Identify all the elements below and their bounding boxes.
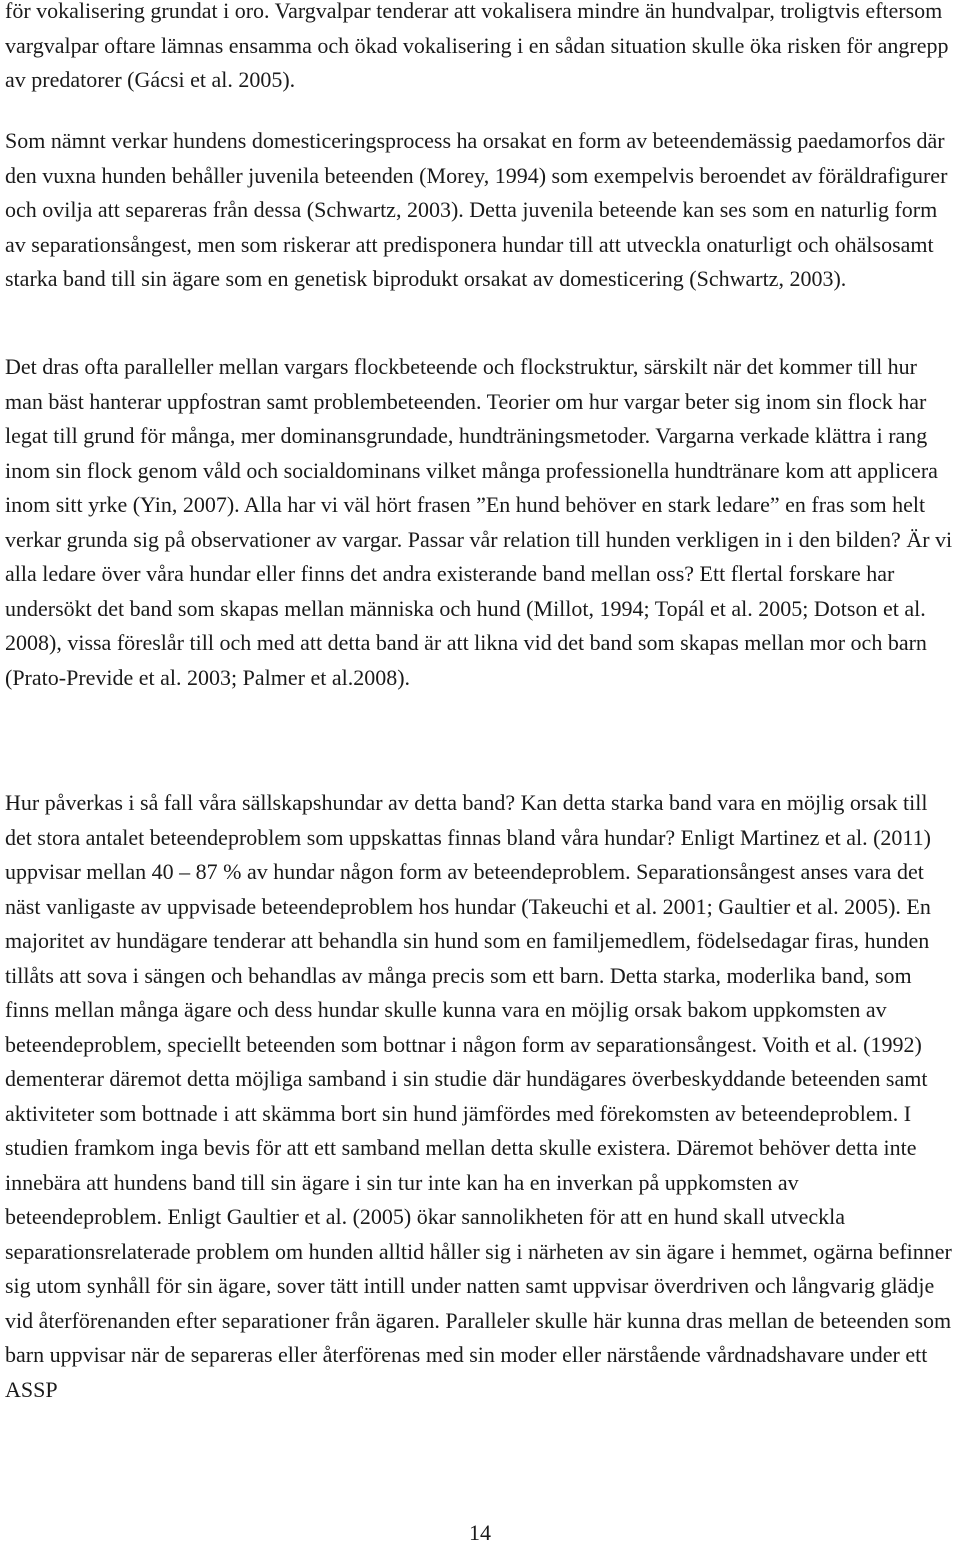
paragraph-behavior-problems: Hur påverkas i så fall våra sällskapshundar av detta band? Kan detta starka band vara en möjlig orsak till det stora antalet beteendeproblem som uppskattas finnas bland våra hundar? Enligt Martinez et al. (2011) uppvisar mellan 40 – 87 % av hundar någon form av beteendeproblem. Separationsångest anses vara det näst vanligaste av uppvisade beteendeproblem hos hundar (Takeuchi et al. 2001; Gaultier et al. 2005). En majoritet av hundägare tenderar att behandla sin hund som en familjemedlem, födelsedagar firas, hunden tillåts att sova i sängen och behandlas av många precis som ett barn. Detta starka, moderlika band, som finns mellan många ägare och dess hundar skulle kunna vara en möjlig orsak bakom uppkomsten av beteendeproblem, speciellt beteenden som bottnar i någon form av separationsångest. Voith et al. (1992) dementerar däremot detta möjliga samband i sin studie där hundägares överbeskyddande beteenden samt aktiviteter som bottnade i att skämma bort sin hund jämfördes med förekomsten av beteendeproblem. I studien framkom inga bevis för att ett samband mellan detta skulle existera. Däremot behöver detta inte innebära att hundens band till sin ägare i sin tur inte kan ha en inverkan på uppkomsten av beteendeproblem. Enligt Gaultier et al. (2005) ökar sannolikheten för att en hund skall utveckla separationsrelaterade problem om hunden alltid håller sig i närheten av sin ägare i hemmet, ogärna befinner sig utom synhåll för sin ägare, sover tätt intill under natten samt uppvisar överdriven och långvarig glädje vid återförenanden efter separationer från ägaren. Paralleler skulle här kunna dras mellan de beteenden som barn uppvisar när de separeras eller återförenas med sin moder eller närstående vårdnadshavare under ett ASSP xyxy=(5,790,952,1402)
paragraph-vocalization: för vokalisering grundat i oro. Vargvalpar tenderar att vokalisera mindre än hundvalpar, troligtvis eftersom vargvalpar oftare lämnas ensamma och ökad vokalisering i en sådan situation skulle öka risken för angrepp av predatorer (Gácsi et al. 2005). xyxy=(5,0,949,92)
paragraph-domestication: Som nämnt verkar hundens domesticeringsprocess ha orsakat en form av beteendemässig paedamorfos där den vuxna hunden behåller juvenila beteenden (Morey, 1994) som exempelvis beroendet av föräldrafigurer och ovilja att separeras från dessa (Schwartz, 2003). Detta juvenila beteende kan ses som en naturlig form av separationsångest, men som riskerar att predisponera hundar till att utveckla onaturligt och ohälsosamt starka band till sin ägare som en genetisk biprodukt orsakat av domesticering (Schwartz, 2003). xyxy=(5,128,948,291)
page-number: 14 xyxy=(469,1520,491,1545)
paragraph-pack-behavior: Det dras ofta paralleller mellan vargars flockbeteende och flockstruktur, särskilt när det kommer till hur man bäst hanterar uppfostran samt problembeteenden. Teorier om hur vargar beter sig inom sin flock har legat till grund för många, mer dominansgrundade, hundträningsmetoder. Vargarna verkade klättra i rang inom sin flock genom våld och socialdominans vilket många professionella hundtränare kom att applicera inom sitt yrke (Yin, 2007). Alla har vi väl hört frasen ”En hund behöver en stark ledare” en fras som helt verkar grunda sig på observationer av vargar. Passar vår relation till hunden verkligen in i den bilden? Är vi alla ledare över våra hundar eller finns det andra existerande band mellan oss? Ett flertal forskare har undersökt det band som skapas mellan människa och hund (Millot, 1994; Topál et al. 2005; Dotson et al. 2008), vissa föreslår till och med att detta band är att likna vid det band som skapas mellan mor och barn (Prato-Previde et al. 2003; Palmer et al.2008). xyxy=(5,354,953,690)
